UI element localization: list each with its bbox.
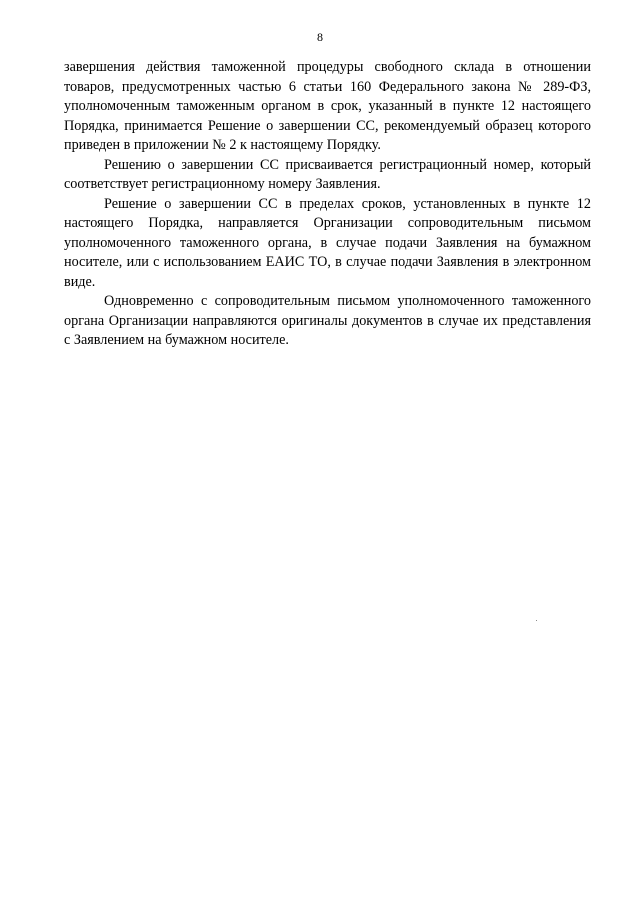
page-number: 8 (317, 30, 323, 44)
document-body (64, 58, 591, 351)
scan-artifact (536, 620, 537, 621)
paragraph-original-documents: Одновременно с сопроводительным письмом уполномоченного таможенного органа Организации направляются оригиналы документов в случае их представления с Заявлением на бумажном носителе. (64, 293, 591, 348)
paragraph-continuation: завершения действия таможенной процедуры свободного склада в отношении товаров, предусмотренных частью 6 статьи 160 Федерального закона № 289-ФЗ, уполномоченным таможенным органом в срок, указанный в пункте 12 настоящего Порядка, принимается Решение о завершении СС, рекомендуемый образец которого приведен в приложении № 2 к настоящему Порядку. (64, 59, 591, 153)
paragraph-registration-number: Решению о завершении СС присваивается регистрационный номер, который соответствует регистрационному номеру Заявления. (64, 156, 591, 192)
paragraph-decision-sending: Решение о завершении СС в пределах сроков, установленных в пункте 12 настоящего Порядка, направляется Организации сопроводительным письмом уполномоченного таможенного органа, в случае подачи Заявления на бумажном носителе, или с использованием ЕАИС ТО, в случае подачи Заявления в электронном виде. (64, 195, 591, 290)
